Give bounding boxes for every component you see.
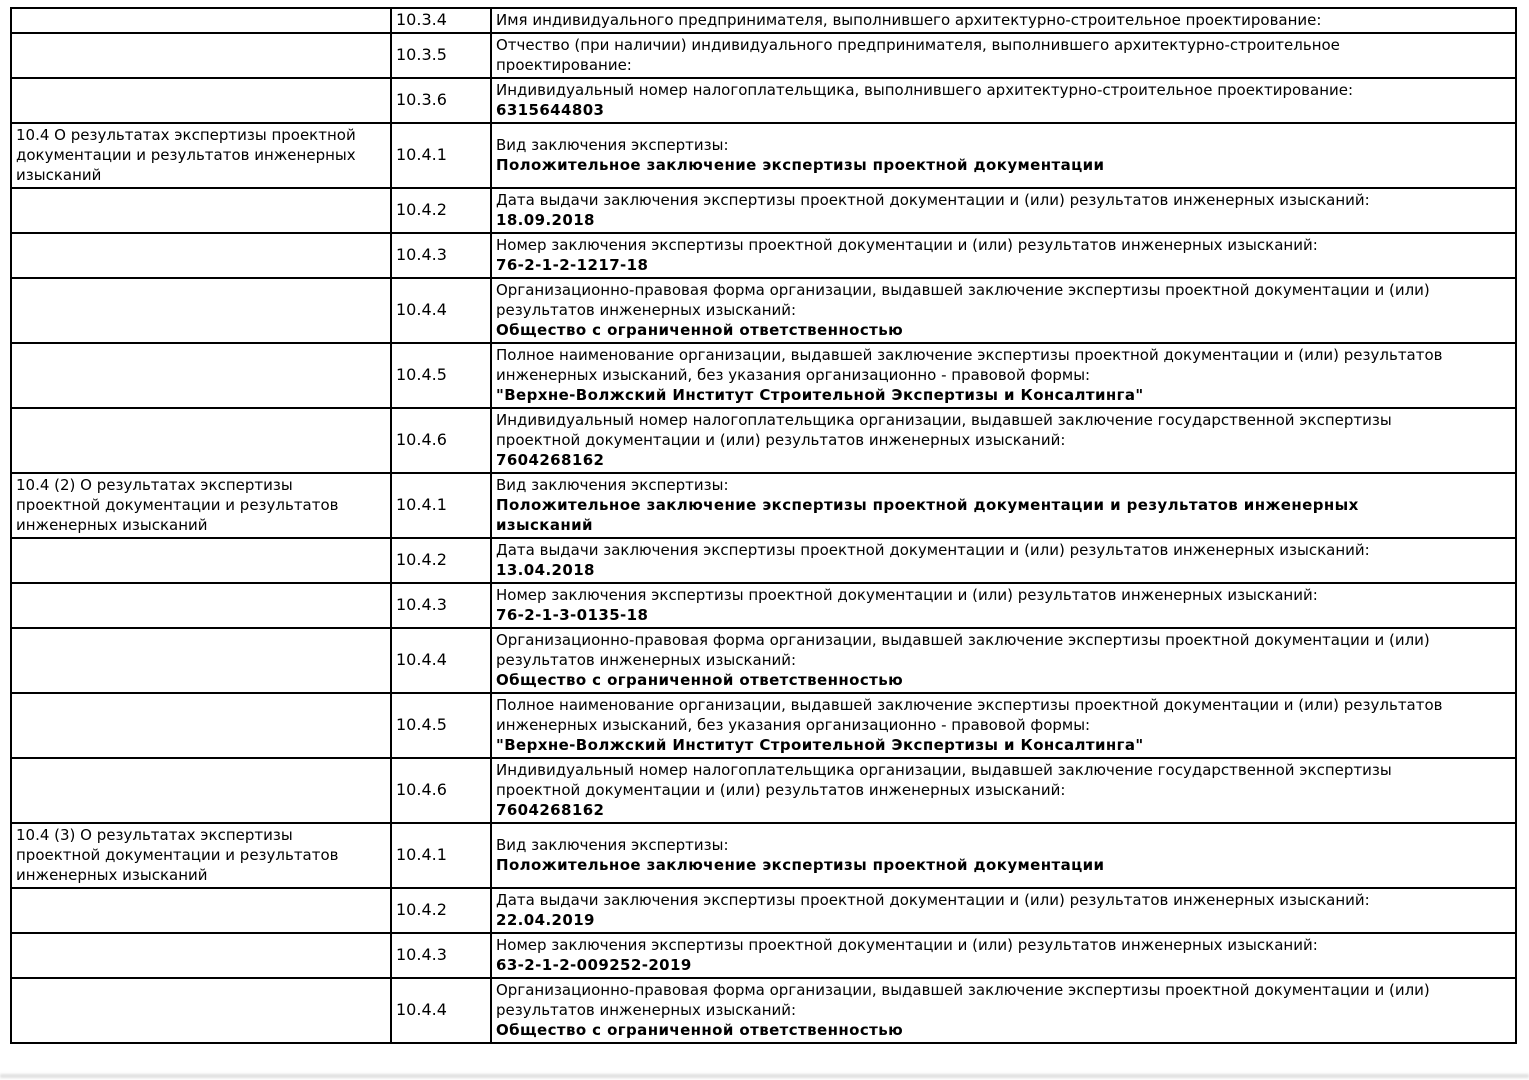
section-title-cell xyxy=(11,978,391,1043)
table-row xyxy=(11,473,1516,538)
field-label-line: Вид заключения экспертизы: xyxy=(496,476,729,494)
section-title-line: 10.4 О результатах экспертизы проектной xyxy=(16,126,356,144)
field-value-line: 76-2-1-3-0135-18 xyxy=(496,606,649,624)
section-title-cell xyxy=(11,758,391,823)
row-number: 10.4.5 xyxy=(396,715,447,734)
section-title-line: 10.4 (2) О результатах экспертизы xyxy=(16,476,293,494)
table-row xyxy=(11,188,1516,233)
field-cell xyxy=(491,343,1516,408)
row-number-cell xyxy=(391,233,491,278)
field-label-line: Номер заключения экспертизы проектной документации и (или) результатов инженерных изысканий: xyxy=(496,936,1318,954)
row-number-cell xyxy=(391,823,491,888)
field-label-line: проектной документации и (или) результатов инженерных изысканий: xyxy=(496,781,1066,799)
field-cell xyxy=(491,888,1516,933)
field-value-line: "Верхне-Волжский Институт Строительной Экспертизы и Консалтинга" xyxy=(496,736,1144,754)
row-number: 10.4.4 xyxy=(396,1000,447,1019)
field-value-line: Общество с ограниченной ответственностью xyxy=(496,671,904,689)
field-label-line: Вид заключения экспертизы: xyxy=(496,136,729,154)
row-number: 10.4.5 xyxy=(396,365,447,384)
field-value-line: 18.09.2018 xyxy=(496,211,595,229)
field-label-line: Номер заключения экспертизы проектной документации и (или) результатов инженерных изысканий: xyxy=(496,236,1318,254)
field-label-line: результатов инженерных изысканий: xyxy=(496,301,797,319)
row-number-cell xyxy=(391,758,491,823)
table-row xyxy=(11,233,1516,278)
table-row xyxy=(11,693,1516,758)
field-label-line: Индивидуальный номер налогоплательщика организации, выдавшей заключение государственной экспертизы xyxy=(496,761,1392,779)
row-number-cell xyxy=(391,628,491,693)
field-label-line: Полное наименование организации, выдавшей заключение экспертизы проектной документации и (или) результатов xyxy=(496,696,1443,714)
row-number-cell xyxy=(391,278,491,343)
field-value-line: 7604268162 xyxy=(496,801,605,819)
field-cell xyxy=(491,233,1516,278)
row-number: 10.4.4 xyxy=(396,300,447,319)
field-label-line: Полное наименование организации, выдавшей заключение экспертизы проектной документации и (или) результатов xyxy=(496,346,1443,364)
table-row xyxy=(11,758,1516,823)
section-title-cell xyxy=(11,538,391,583)
field-cell xyxy=(491,473,1516,538)
field-value-line: 7604268162 xyxy=(496,451,605,469)
field-label-line: Организационно-правовая форма организации, выдавшей заключение экспертизы проектной документации и (или) xyxy=(496,281,1430,299)
table-row xyxy=(11,278,1516,343)
row-number-cell xyxy=(391,188,491,233)
field-value-line: Положительное заключение экспертизы проектной документации xyxy=(496,156,1105,174)
section-title-cell xyxy=(11,78,391,123)
field-label-line: Дата выдачи заключения экспертизы проектной документации и (или) результатов инженерных изысканий: xyxy=(496,541,1370,559)
field-label-line: инженерных изысканий, без указания организационно - правовой формы: xyxy=(496,366,1091,384)
field-cell xyxy=(491,188,1516,233)
field-cell xyxy=(491,628,1516,693)
row-number: 10.4.1 xyxy=(396,845,447,864)
section-title-cell xyxy=(11,583,391,628)
row-number: 10.3.5 xyxy=(396,45,447,64)
table-row xyxy=(11,343,1516,408)
field-label-line: инженерных изысканий, без указания организационно - правовой формы: xyxy=(496,716,1091,734)
field-label-line: Дата выдачи заключения экспертизы проектной документации и (или) результатов инженерных изысканий: xyxy=(496,191,1370,209)
row-number: 10.4.3 xyxy=(396,245,447,264)
row-number: 10.3.6 xyxy=(396,90,447,109)
field-cell xyxy=(491,583,1516,628)
row-number: 10.4.6 xyxy=(396,430,447,449)
row-number: 10.4.2 xyxy=(396,550,447,569)
row-number: 10.4.3 xyxy=(396,595,447,614)
section-title-cell xyxy=(11,278,391,343)
section-title-cell xyxy=(11,628,391,693)
row-number: 10.3.4 xyxy=(396,10,447,29)
section-title-cell xyxy=(11,823,391,888)
section-title-cell xyxy=(11,33,391,78)
section-title-cell xyxy=(11,233,391,278)
field-value-line: 6315644803 xyxy=(496,101,605,119)
row-number-cell xyxy=(391,123,491,188)
row-number: 10.4.1 xyxy=(396,145,447,164)
field-value-line: 63-2-1-2-009252-2019 xyxy=(496,956,692,974)
section-title-cell xyxy=(11,343,391,408)
field-cell xyxy=(491,693,1516,758)
section-title-cell xyxy=(11,888,391,933)
section-title-line: инженерных изысканий xyxy=(16,866,208,884)
row-number-cell xyxy=(391,583,491,628)
row-number-cell xyxy=(391,408,491,473)
field-cell xyxy=(491,123,1516,188)
field-value-line: Положительное заключение экспертизы проектной документации xyxy=(496,856,1105,874)
field-cell xyxy=(491,78,1516,123)
field-label-line: Индивидуальный номер налогоплательщика организации, выдавшей заключение государственной экспертизы xyxy=(496,411,1392,429)
table-row xyxy=(11,538,1516,583)
field-cell xyxy=(491,823,1516,888)
table-row xyxy=(11,583,1516,628)
page-bottom-edge xyxy=(0,1074,1529,1078)
table-row xyxy=(11,33,1516,78)
row-number-cell xyxy=(391,978,491,1043)
table-row xyxy=(11,978,1516,1043)
section-title-line: инженерных изысканий xyxy=(16,516,208,534)
table-row xyxy=(11,78,1516,123)
row-number: 10.4.3 xyxy=(396,945,447,964)
row-number-cell xyxy=(391,33,491,78)
field-cell xyxy=(491,538,1516,583)
field-cell xyxy=(491,408,1516,473)
section-title-cell xyxy=(11,933,391,978)
field-cell xyxy=(491,978,1516,1043)
section-title-cell xyxy=(11,8,391,33)
field-value-line: 13.04.2018 xyxy=(496,561,595,579)
field-cell xyxy=(491,8,1516,33)
field-label-line: Номер заключения экспертизы проектной документации и (или) результатов инженерных изысканий: xyxy=(496,586,1318,604)
table-row xyxy=(11,408,1516,473)
row-number-cell xyxy=(391,78,491,123)
section-title-cell xyxy=(11,123,391,188)
row-number: 10.4.4 xyxy=(396,650,447,669)
table-row xyxy=(11,628,1516,693)
field-label-line: проектной документации и (или) результатов инженерных изысканий: xyxy=(496,431,1066,449)
field-label-line: Организационно-правовая форма организации, выдавшей заключение экспертизы проектной документации и (или) xyxy=(496,631,1430,649)
field-label-line: Имя индивидуального предпринимателя, выполнившего архитектурно-строительное проектирование: xyxy=(496,11,1322,29)
section-title-cell xyxy=(11,408,391,473)
row-number: 10.4.6 xyxy=(396,780,447,799)
section-title-line: проектной документации и результатов xyxy=(16,496,339,514)
field-value-line: изысканий xyxy=(496,516,593,534)
row-number: 10.4.2 xyxy=(396,200,447,219)
field-value-line: Общество с ограниченной ответственностью xyxy=(496,321,904,339)
table-row xyxy=(11,823,1516,888)
field-value-line: Положительное заключение экспертизы проектной документации и результатов инженерных xyxy=(496,496,1359,514)
field-label-line: Организационно-правовая форма организации, выдавшей заключение экспертизы проектной документации и (или) xyxy=(496,981,1430,999)
field-cell xyxy=(491,758,1516,823)
section-title-cell xyxy=(11,188,391,233)
field-label-line: проектирование: xyxy=(496,56,632,74)
field-label-line: результатов инженерных изысканий: xyxy=(496,651,797,669)
table-body xyxy=(11,8,1516,1043)
field-label-line: Отчество (при наличии) индивидуального предпринимателя, выполнившего архитектурно-строительное xyxy=(496,36,1340,54)
row-number: 10.4.1 xyxy=(396,495,447,514)
declaration-table xyxy=(10,7,1517,1044)
field-label-line: Дата выдачи заключения экспертизы проектной документации и (или) результатов инженерных изысканий: xyxy=(496,891,1370,909)
section-title-cell xyxy=(11,473,391,538)
field-cell xyxy=(491,933,1516,978)
table-row xyxy=(11,933,1516,978)
field-value-line: 76-2-1-2-1217-18 xyxy=(496,256,649,274)
row-number-cell xyxy=(391,933,491,978)
section-title-line: документации и результатов инженерных xyxy=(16,146,356,164)
section-title-cell xyxy=(11,693,391,758)
section-title-line: 10.4 (3) О результатах экспертизы xyxy=(16,826,293,844)
table-row xyxy=(11,888,1516,933)
table-row xyxy=(11,8,1516,33)
row-number: 10.4.2 xyxy=(396,900,447,919)
table-row xyxy=(11,123,1516,188)
field-value-line: Общество с ограниченной ответственностью xyxy=(496,1021,904,1039)
section-title-line: проектной документации и результатов xyxy=(16,846,339,864)
row-number-cell xyxy=(391,343,491,408)
field-cell xyxy=(491,33,1516,78)
row-number-cell xyxy=(391,693,491,758)
field-value-line: 22.04.2019 xyxy=(496,911,595,929)
field-label-line: Индивидуальный номер налогоплательщика, выполнившего архитектурно-строительное проектирование: xyxy=(496,81,1354,99)
field-label-line: Вид заключения экспертизы: xyxy=(496,836,729,854)
section-title-line: изысканий xyxy=(16,166,102,184)
field-value-line: "Верхне-Волжский Институт Строительной Экспертизы и Консалтинга" xyxy=(496,386,1144,404)
row-number-cell xyxy=(391,888,491,933)
row-number-cell xyxy=(391,8,491,33)
field-label-line: результатов инженерных изысканий: xyxy=(496,1001,797,1019)
row-number-cell xyxy=(391,473,491,538)
field-cell xyxy=(491,278,1516,343)
row-number-cell xyxy=(391,538,491,583)
